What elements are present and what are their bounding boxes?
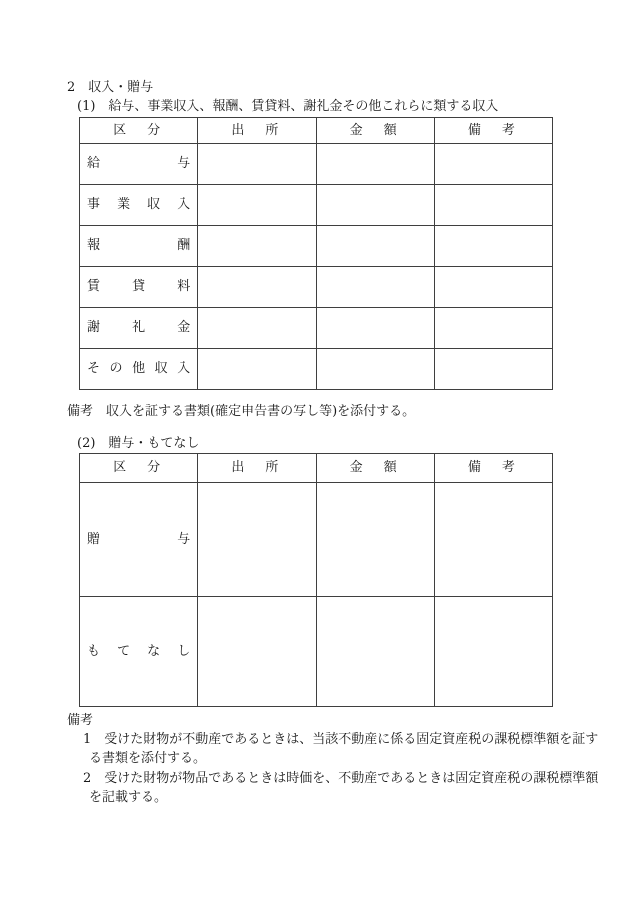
- gift-header-category: 区 分: [80, 454, 198, 483]
- income-table-note: 備考 収入を証する書類(確定申告書の写し等)を添付する。: [67, 404, 416, 419]
- income-cell-source: [198, 185, 316, 226]
- income-cell-remarks: [434, 308, 552, 349]
- gift-cell-source: [198, 483, 316, 597]
- income-row-rent: [80, 267, 553, 308]
- income-cell-amount: [316, 349, 434, 390]
- notes-heading: 備考: [67, 713, 94, 728]
- gift-cell-remarks: [434, 597, 552, 707]
- income-row-honorarium: [80, 308, 553, 349]
- gift-table: [79, 453, 553, 707]
- footer-notes: [67, 711, 598, 807]
- income-cell-amount: [316, 267, 434, 308]
- gift-header-amount: 金 額: [316, 454, 434, 483]
- income-header-category: 区 分: [80, 118, 198, 144]
- gift-table-header-row: [80, 454, 553, 483]
- note-item-1-line-1: 1 受けた財物が不動産であるときは、当該不動産に係る固定資産税の課税標準額を証す: [83, 732, 599, 748]
- income-cell-remarks: [434, 226, 552, 267]
- subsection-2-title: (2) 贈与・もてなし: [77, 436, 200, 451]
- income-row-label: その他収入: [80, 349, 198, 390]
- income-cell-source: [198, 144, 316, 185]
- income-header-amount: 金 額: [316, 118, 434, 144]
- note-item-2-line-2: を記載する。: [89, 789, 168, 805]
- gift-header-remarks: 備 考: [434, 454, 552, 483]
- income-cell-amount: [316, 144, 434, 185]
- gift-cell-amount: [316, 483, 434, 597]
- gift-cell-source: [198, 597, 316, 707]
- gift-row-hospitality: [80, 597, 553, 707]
- gift-cell-amount: [316, 597, 434, 707]
- income-table-header-row: [80, 118, 553, 144]
- income-header-source: 出 所: [198, 118, 316, 144]
- subsection-1-title: (1) 給与、事業収入、報酬、賃貸料、謝礼金その他これらに類する収入: [77, 99, 499, 114]
- income-row-label: 賃貸料: [80, 267, 198, 308]
- note-item-1-line-2: る書類を添付する。: [89, 751, 207, 767]
- income-cell-remarks: [434, 349, 552, 390]
- income-cell-amount: [316, 185, 434, 226]
- income-cell-amount: [316, 226, 434, 267]
- income-row-salary: [80, 144, 553, 185]
- income-cell-source: [198, 349, 316, 390]
- gift-cell-remarks: [434, 483, 552, 597]
- income-cell-amount: [316, 308, 434, 349]
- note-item-2-line-1: 2 受けた財物が物品であるときは時価を、不動産であるときは固定資産税の課税標準額: [83, 770, 599, 786]
- income-row-label: 給与: [80, 144, 198, 185]
- gift-row-gift: [80, 483, 553, 597]
- income-row-business: [80, 185, 553, 226]
- income-cell-remarks: [434, 144, 552, 185]
- income-cell-remarks: [434, 267, 552, 308]
- income-header-remarks: 備 考: [434, 118, 552, 144]
- section-title: 2 収入・贈与: [67, 80, 154, 95]
- income-cell-source: [198, 226, 316, 267]
- income-row-other: [80, 349, 553, 390]
- income-table: [79, 117, 553, 390]
- gift-header-source: 出 所: [198, 454, 316, 483]
- income-row-label: 報酬: [80, 226, 198, 267]
- income-cell-source: [198, 267, 316, 308]
- income-row-remuneration: [80, 226, 553, 267]
- income-row-label: 事業収入: [80, 185, 198, 226]
- income-cell-remarks: [434, 185, 552, 226]
- gift-row-label: 贈与: [80, 483, 198, 597]
- income-cell-source: [198, 308, 316, 349]
- gift-row-label: もてなし: [80, 597, 198, 707]
- income-row-label: 謝礼金: [80, 308, 198, 349]
